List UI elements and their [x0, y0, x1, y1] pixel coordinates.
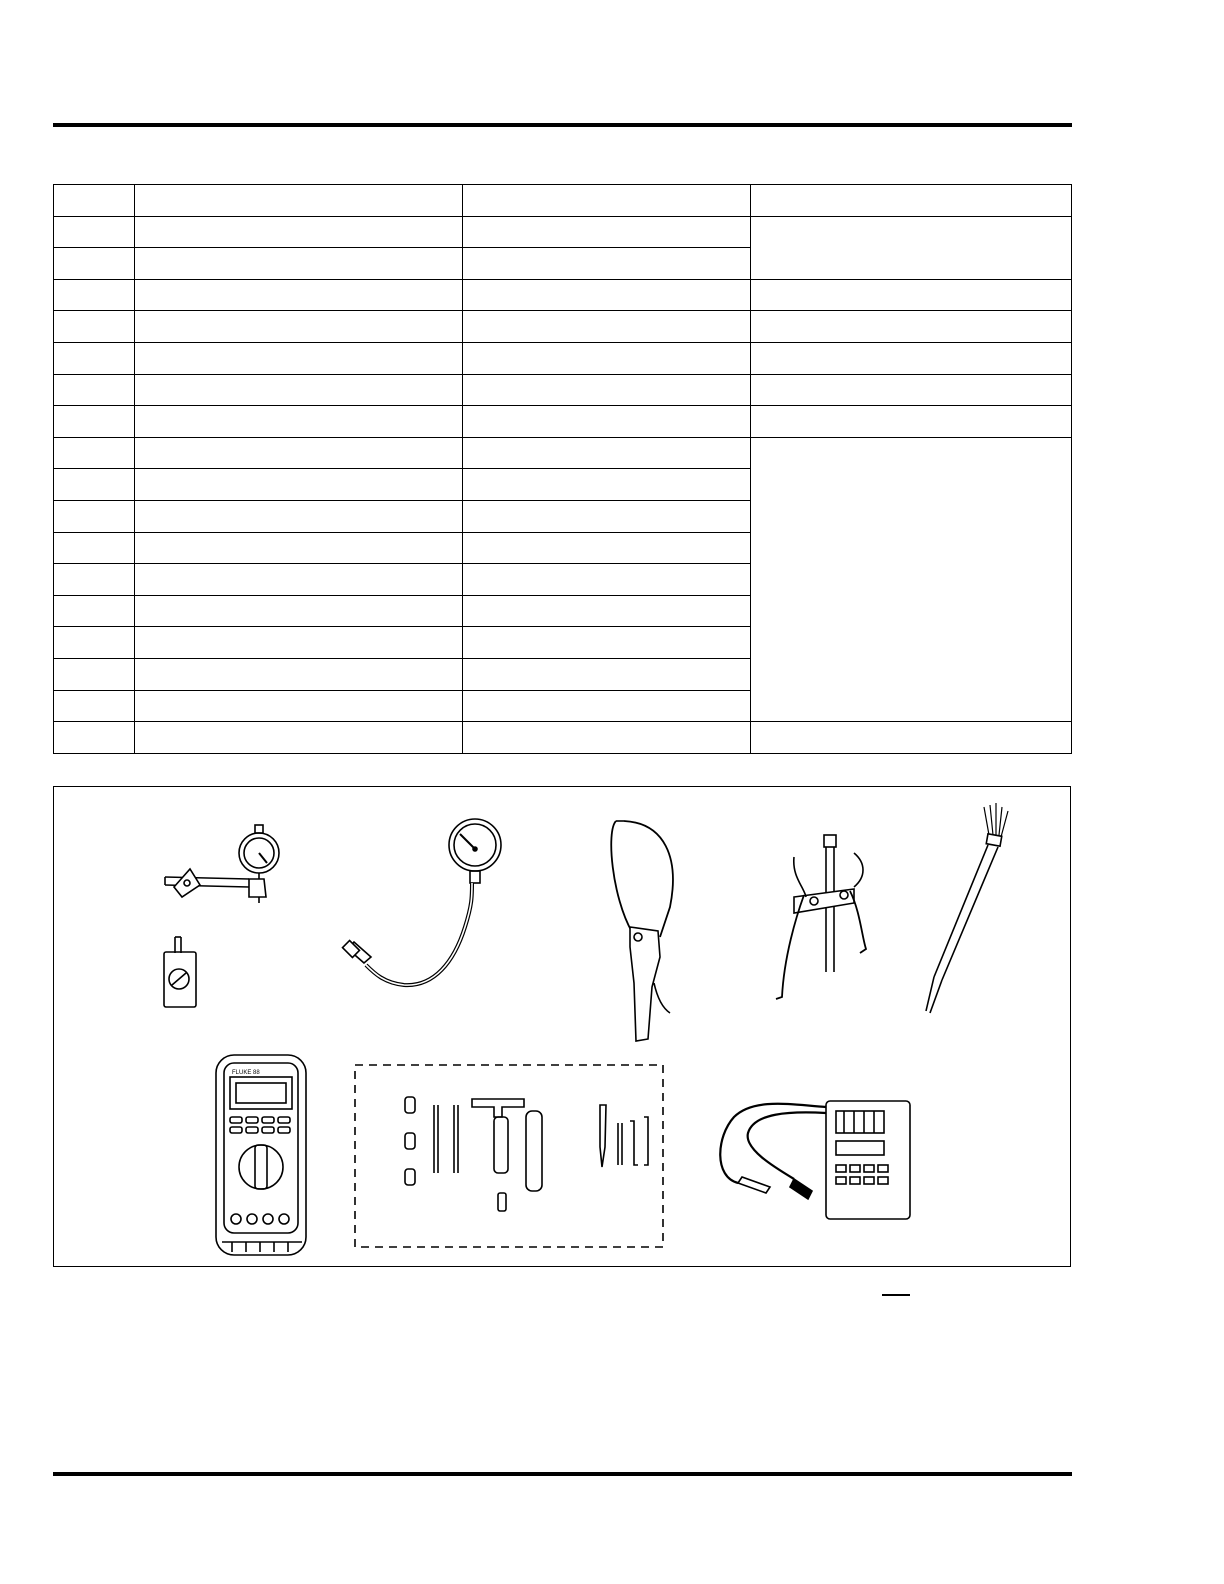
filter-wrench-icon: [611, 821, 673, 1041]
multimeter-icon: [216, 1055, 306, 1255]
tools-illustration: [53, 786, 1071, 1267]
table-cell: [463, 216, 751, 248]
table-cell: [751, 216, 1072, 279]
table-cell: [463, 532, 751, 564]
table-cell: [135, 279, 463, 311]
table-row: [54, 311, 1072, 343]
pressure-gauge-icon: [343, 819, 501, 985]
table-cell: [54, 437, 135, 469]
table-cell: [54, 564, 135, 596]
table-row: [54, 342, 1072, 374]
table-cell: [54, 500, 135, 532]
table-cell: [135, 469, 463, 501]
table-cell: [751, 722, 1072, 754]
table-cell: [135, 437, 463, 469]
table-cell: [135, 500, 463, 532]
table-header-row: [54, 185, 1072, 217]
table-cell: [54, 627, 135, 659]
cleaning-brush-icon: [926, 803, 1008, 1013]
table-row: [54, 216, 1072, 248]
table-cell: [463, 627, 751, 659]
table-cell: [135, 658, 463, 690]
table-cell: [135, 342, 463, 374]
table-cell: [463, 500, 751, 532]
table-cell: [463, 658, 751, 690]
table-cell: [463, 595, 751, 627]
top-rule: [53, 123, 1072, 127]
table-cell: [54, 595, 135, 627]
table-cell: [751, 311, 1072, 343]
table-cell: [54, 248, 135, 280]
table-cell: [54, 342, 135, 374]
table-cell: [135, 216, 463, 248]
header-cell-source: [751, 185, 1072, 217]
table-cell: [135, 595, 463, 627]
table-cell: [54, 658, 135, 690]
table-row: [54, 279, 1072, 311]
table-cell: [135, 311, 463, 343]
tap-set-icon: [355, 1065, 663, 1247]
table-cell: [463, 248, 751, 280]
table-cell: [135, 406, 463, 438]
table-cell: [135, 690, 463, 722]
table-cell: [463, 437, 751, 469]
table-cell: [54, 279, 135, 311]
table-cell: [135, 374, 463, 406]
table-cell: [751, 279, 1072, 311]
table-cell: [463, 564, 751, 596]
header-cell-part-number: [463, 185, 751, 217]
table-cell: [54, 690, 135, 722]
table-cell: [135, 532, 463, 564]
page-mark: [882, 1294, 910, 1296]
table-cell: [135, 564, 463, 596]
table-cell: [135, 722, 463, 754]
table-cell: [54, 216, 135, 248]
table-cell: [751, 406, 1072, 438]
table-row: [54, 406, 1072, 438]
table-cell: [135, 248, 463, 280]
table-cell: [463, 311, 751, 343]
dial-indicator-icon: [164, 825, 279, 1007]
header-cell-number: [54, 185, 135, 217]
table-cell: [463, 279, 751, 311]
table-row: [54, 437, 1072, 469]
bottom-rule: [53, 1472, 1072, 1476]
header-cell-description: [135, 185, 463, 217]
table-cell: [751, 437, 1072, 721]
tools-table: [53, 184, 1072, 754]
battery-tester-icon: [720, 1101, 910, 1219]
table-row: [54, 374, 1072, 406]
table-cell: [751, 342, 1072, 374]
table-cell: [54, 311, 135, 343]
table-cell: [54, 532, 135, 564]
multimeter-brand-text: FLUKE 88: [232, 1070, 260, 1076]
table-row: [54, 722, 1072, 754]
table-cell: [463, 722, 751, 754]
table-cell: [463, 406, 751, 438]
table-cell: [54, 469, 135, 501]
table-cell: [463, 469, 751, 501]
table-cell: [751, 374, 1072, 406]
table-cell: [54, 406, 135, 438]
table-cell: [135, 627, 463, 659]
table-cell: [54, 374, 135, 406]
table-cell: [463, 690, 751, 722]
gear-puller-icon: [776, 835, 866, 999]
table-cell: [463, 374, 751, 406]
table-cell: [54, 722, 135, 754]
table-cell: [463, 342, 751, 374]
